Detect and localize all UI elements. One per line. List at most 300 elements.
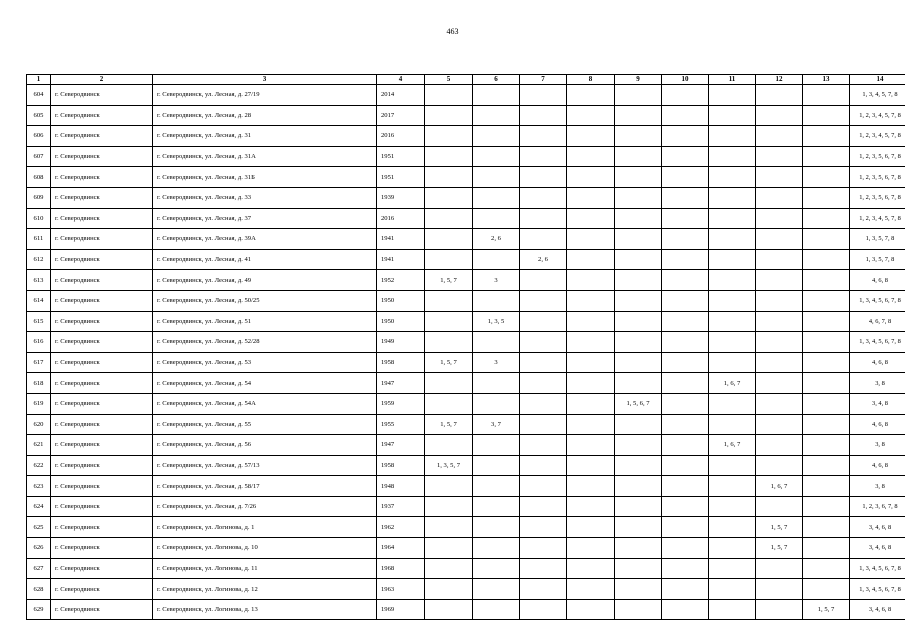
- table-cell-col-13: [803, 435, 850, 456]
- table-cell-col-12: [756, 290, 803, 311]
- table-cell-col-2: г. Северодвинск: [51, 538, 153, 559]
- table-cell-col-3: г. Северодвинск, ул. Лесная, д. 52/28: [153, 332, 377, 353]
- table-cell-col-9: [615, 435, 662, 456]
- table-cell-col-14: 4, 6, 8: [850, 414, 905, 435]
- column-header-7: 7: [520, 75, 567, 85]
- table-cell-col-11: [709, 496, 756, 517]
- table-cell-col-7: [520, 517, 567, 538]
- column-header-5: 5: [425, 75, 473, 85]
- table-cell-col-5: [425, 476, 473, 497]
- table-cell-col-8: [567, 579, 615, 600]
- table-cell-col-7: [520, 579, 567, 600]
- table-cell-col-7: [520, 208, 567, 229]
- table-cell-col-1: 615: [27, 311, 51, 332]
- table-cell-col-3: г. Северодвинск, ул. Лесная, д. 56: [153, 435, 377, 456]
- table-cell-col-9: [615, 517, 662, 538]
- table-cell-col-2: г. Северодвинск: [51, 517, 153, 538]
- table-cell-col-5: [425, 373, 473, 394]
- table-cell-col-2: г. Северодвинск: [51, 146, 153, 167]
- table-cell-col-12: [756, 187, 803, 208]
- table-cell-col-5: [425, 435, 473, 456]
- table-cell-col-11: 1, 6, 7: [709, 373, 756, 394]
- header-row: [27, 75, 905, 85]
- table-cell-col-12: 1, 6, 7: [756, 476, 803, 497]
- table-cell-col-8: [567, 270, 615, 291]
- table-cell-col-9: 1, 5, 6, 7: [615, 393, 662, 414]
- table-cell-col-3: г. Северодвинск, ул. Лесная, д. 55: [153, 414, 377, 435]
- table-row: [27, 290, 905, 311]
- table-cell-col-6: 2, 6: [473, 229, 520, 250]
- column-header-6: 6: [473, 75, 520, 85]
- table-cell-col-14: 1, 2, 3, 5, 6, 7, 8: [850, 187, 905, 208]
- table-cell-col-9: [615, 105, 662, 126]
- table-cell-col-3: г. Северодвинск, ул. Лесная, д. 7/26: [153, 496, 377, 517]
- table-cell-col-9: [615, 496, 662, 517]
- table-cell-col-7: [520, 435, 567, 456]
- table-cell-col-9: [615, 270, 662, 291]
- table-cell-col-2: г. Северодвинск: [51, 496, 153, 517]
- table-cell-col-10: [662, 393, 709, 414]
- table-cell-col-2: г. Северодвинск: [51, 290, 153, 311]
- column-header-12: 12: [756, 75, 803, 85]
- table-cell-col-10: [662, 517, 709, 538]
- table-cell-col-14: 1, 3, 5, 7, 8: [850, 249, 905, 270]
- table-cell-col-12: [756, 599, 803, 620]
- table-row: [27, 476, 905, 497]
- table-cell-col-8: [567, 290, 615, 311]
- table-cell-col-11: [709, 579, 756, 600]
- table-cell-col-8: [567, 517, 615, 538]
- table-cell-col-10: [662, 332, 709, 353]
- table-cell-col-8: [567, 229, 615, 250]
- table-cell-col-6: [473, 290, 520, 311]
- table-cell-col-13: [803, 517, 850, 538]
- table-row: [27, 105, 905, 126]
- table-cell-col-14: 3, 8: [850, 476, 905, 497]
- table-cell-col-7: [520, 167, 567, 188]
- table-row: [27, 187, 905, 208]
- data-table: [26, 74, 905, 620]
- table-row: [27, 393, 905, 414]
- table-cell-col-7: [520, 414, 567, 435]
- table-cell-col-2: г. Северодвинск: [51, 208, 153, 229]
- table-cell-col-7: [520, 85, 567, 106]
- table-cell-col-7: [520, 476, 567, 497]
- table-cell-col-8: [567, 187, 615, 208]
- table-cell-col-14: 1, 2, 3, 4, 5, 7, 8: [850, 105, 905, 126]
- table-cell-col-12: 1, 5, 7: [756, 517, 803, 538]
- table-row: [27, 558, 905, 579]
- table-cell-col-8: [567, 538, 615, 559]
- table-cell-col-1: 614: [27, 290, 51, 311]
- table-cell-col-14: 1, 2, 3, 6, 7, 8: [850, 496, 905, 517]
- table-cell-col-2: г. Северодвинск: [51, 476, 153, 497]
- table-cell-col-10: [662, 146, 709, 167]
- table-cell-col-4: 2016: [377, 208, 425, 229]
- table-cell-col-11: [709, 229, 756, 250]
- table-cell-col-4: 1937: [377, 496, 425, 517]
- table-cell-col-8: [567, 558, 615, 579]
- table-cell-col-10: [662, 455, 709, 476]
- table-cell-col-5: [425, 290, 473, 311]
- table-cell-col-13: [803, 187, 850, 208]
- table-cell-col-11: [709, 208, 756, 229]
- table-row: [27, 373, 905, 394]
- table-cell-col-10: [662, 558, 709, 579]
- table-cell-col-9: [615, 126, 662, 147]
- table-cell-col-9: [615, 373, 662, 394]
- table-cell-col-6: [473, 435, 520, 456]
- table-cell-col-10: [662, 538, 709, 559]
- table-cell-col-12: [756, 414, 803, 435]
- table-cell-col-14: 1, 3, 4, 5, 7, 8: [850, 85, 905, 106]
- table-cell-col-12: [756, 496, 803, 517]
- table-cell-col-10: [662, 599, 709, 620]
- table-cell-col-10: [662, 208, 709, 229]
- table-cell-col-2: г. Северодвинск: [51, 167, 153, 188]
- table-cell-col-6: [473, 476, 520, 497]
- table-cell-col-5: 1, 5, 7: [425, 270, 473, 291]
- table-cell-col-3: г. Северодвинск, ул. Лесная, д. 51: [153, 311, 377, 332]
- table-cell-col-4: 1947: [377, 435, 425, 456]
- table-cell-col-1: 626: [27, 538, 51, 559]
- table-row: [27, 414, 905, 435]
- table-cell-col-9: [615, 208, 662, 229]
- table-cell-col-4: 1939: [377, 187, 425, 208]
- table-cell-col-1: 625: [27, 517, 51, 538]
- table-cell-col-14: 3, 8: [850, 435, 905, 456]
- table-cell-col-6: [473, 455, 520, 476]
- table-cell-col-7: [520, 496, 567, 517]
- table-cell-col-8: [567, 373, 615, 394]
- table-cell-col-13: [803, 579, 850, 600]
- table-cell-col-13: [803, 105, 850, 126]
- table-cell-col-2: г. Северодвинск: [51, 435, 153, 456]
- table-cell-col-9: [615, 414, 662, 435]
- table-cell-col-8: [567, 249, 615, 270]
- table-cell-col-4: 1951: [377, 146, 425, 167]
- table-cell-col-14: 1, 2, 3, 5, 6, 7, 8: [850, 146, 905, 167]
- table-body: [27, 85, 905, 620]
- table-cell-col-2: г. Северодвинск: [51, 455, 153, 476]
- table-row: [27, 538, 905, 559]
- table-cell-col-14: 1, 3, 4, 5, 6, 7, 8: [850, 558, 905, 579]
- table-cell-col-4: 1941: [377, 229, 425, 250]
- column-header-1: 1: [27, 75, 51, 85]
- table-cell-col-14: 4, 6, 7, 8: [850, 311, 905, 332]
- table-cell-col-4: 1968: [377, 558, 425, 579]
- table-cell-col-3: г. Северодвинск, ул. Логинова, д. 12: [153, 579, 377, 600]
- table-cell-col-7: [520, 558, 567, 579]
- table-cell-col-8: [567, 208, 615, 229]
- table-cell-col-4: 1959: [377, 393, 425, 414]
- table-cell-col-5: 1, 3, 5, 7: [425, 455, 473, 476]
- table-cell-col-1: 617: [27, 352, 51, 373]
- table-cell-col-12: 1, 5, 7: [756, 538, 803, 559]
- column-header-4: 4: [377, 75, 425, 85]
- table-cell-col-13: [803, 476, 850, 497]
- table-cell-col-11: [709, 455, 756, 476]
- table-cell-col-4: 1964: [377, 538, 425, 559]
- table-cell-col-11: [709, 167, 756, 188]
- table-cell-col-11: [709, 105, 756, 126]
- table-cell-col-13: [803, 414, 850, 435]
- table-cell-col-7: [520, 229, 567, 250]
- table-cell-col-9: [615, 249, 662, 270]
- table-cell-col-12: [756, 332, 803, 353]
- table-cell-col-7: [520, 599, 567, 620]
- table-cell-col-1: 627: [27, 558, 51, 579]
- table-cell-col-3: г. Северодвинск, ул. Лесная, д. 39А: [153, 229, 377, 250]
- table-cell-col-4: 1955: [377, 414, 425, 435]
- table-cell-col-10: [662, 496, 709, 517]
- table-cell-col-10: [662, 105, 709, 126]
- table-cell-col-3: г. Северодвинск, ул. Лесная, д. 58/17: [153, 476, 377, 497]
- table-cell-col-8: [567, 85, 615, 106]
- table-cell-col-12: [756, 393, 803, 414]
- table-cell-col-11: [709, 146, 756, 167]
- table-row: [27, 496, 905, 517]
- table-cell-col-14: 1, 2, 3, 5, 6, 7, 8: [850, 167, 905, 188]
- table-cell-col-6: [473, 167, 520, 188]
- table-cell-col-1: 611: [27, 229, 51, 250]
- table-row: [27, 599, 905, 620]
- table-cell-col-10: [662, 414, 709, 435]
- table-cell-col-12: [756, 455, 803, 476]
- table-cell-col-8: [567, 476, 615, 497]
- table-cell-col-14: 3, 4, 8: [850, 393, 905, 414]
- table-cell-col-13: [803, 311, 850, 332]
- table-cell-col-9: [615, 352, 662, 373]
- table-cell-col-12: [756, 167, 803, 188]
- table-cell-col-4: 1958: [377, 352, 425, 373]
- column-header-2: 2: [51, 75, 153, 85]
- table-cell-col-14: 3, 8: [850, 373, 905, 394]
- table-cell-col-11: [709, 352, 756, 373]
- table-cell-col-1: 621: [27, 435, 51, 456]
- table-cell-col-2: г. Северодвинск: [51, 311, 153, 332]
- table-cell-col-1: 607: [27, 146, 51, 167]
- table-cell-col-10: [662, 85, 709, 106]
- table-cell-col-9: [615, 558, 662, 579]
- table-cell-col-4: 1962: [377, 517, 425, 538]
- table-row: [27, 455, 905, 476]
- table-cell-col-10: [662, 167, 709, 188]
- table-cell-col-13: [803, 538, 850, 559]
- table-cell-col-11: [709, 332, 756, 353]
- table-row: [27, 208, 905, 229]
- table-cell-col-5: [425, 311, 473, 332]
- table-row: [27, 167, 905, 188]
- table-cell-col-8: [567, 311, 615, 332]
- table-cell-col-3: г. Северодвинск, ул. Лесная, д. 54: [153, 373, 377, 394]
- table-cell-col-11: [709, 249, 756, 270]
- table-cell-col-11: [709, 414, 756, 435]
- table-cell-col-1: 628: [27, 579, 51, 600]
- table-cell-col-6: [473, 558, 520, 579]
- table-cell-col-6: [473, 332, 520, 353]
- table-cell-col-14: 4, 6, 8: [850, 270, 905, 291]
- column-header-13: 13: [803, 75, 850, 85]
- table-cell-col-4: 1958: [377, 455, 425, 476]
- table-cell-col-5: [425, 332, 473, 353]
- table-cell-col-13: [803, 455, 850, 476]
- table-cell-col-13: [803, 146, 850, 167]
- table-cell-col-1: 619: [27, 393, 51, 414]
- table-cell-col-14: 1, 2, 3, 4, 5, 7, 8: [850, 208, 905, 229]
- table-cell-col-7: [520, 126, 567, 147]
- table-cell-col-13: [803, 332, 850, 353]
- table-cell-col-7: [520, 373, 567, 394]
- table-cell-col-9: [615, 229, 662, 250]
- table-cell-col-7: [520, 146, 567, 167]
- table-row: [27, 249, 905, 270]
- table-cell-col-4: 1949: [377, 332, 425, 353]
- table-cell-col-13: [803, 496, 850, 517]
- table-cell-col-5: [425, 146, 473, 167]
- table-cell-col-12: [756, 352, 803, 373]
- table-cell-col-6: [473, 538, 520, 559]
- table-cell-col-11: [709, 393, 756, 414]
- table-cell-col-10: [662, 352, 709, 373]
- table-cell-col-14: 3, 4, 6, 8: [850, 538, 905, 559]
- table-cell-col-10: [662, 476, 709, 497]
- table-cell-col-9: [615, 290, 662, 311]
- table-cell-col-7: [520, 105, 567, 126]
- table-cell-col-6: [473, 249, 520, 270]
- table-cell-col-5: [425, 85, 473, 106]
- table-cell-col-13: [803, 270, 850, 291]
- table-cell-col-5: [425, 105, 473, 126]
- table-cell-col-4: 1963: [377, 579, 425, 600]
- table-cell-col-5: 1, 5, 7: [425, 414, 473, 435]
- table-cell-col-7: 2, 6: [520, 249, 567, 270]
- table-cell-col-3: г. Северодвинск, ул. Лесная, д. 41: [153, 249, 377, 270]
- table-cell-col-13: [803, 373, 850, 394]
- table-cell-col-2: г. Северодвинск: [51, 126, 153, 147]
- table-cell-col-9: [615, 332, 662, 353]
- table-cell-col-13: [803, 167, 850, 188]
- table-cell-col-12: [756, 229, 803, 250]
- table-cell-col-6: [473, 105, 520, 126]
- table-cell-col-2: г. Северодвинск: [51, 558, 153, 579]
- table-cell-col-11: [709, 558, 756, 579]
- table-cell-col-3: г. Северодвинск, ул. Лесная, д. 28: [153, 105, 377, 126]
- table-row: [27, 332, 905, 353]
- table-cell-col-8: [567, 435, 615, 456]
- table-cell-col-3: г. Северодвинск, ул. Лесная, д. 50/25: [153, 290, 377, 311]
- table-cell-col-6: [473, 496, 520, 517]
- table-cell-col-3: г. Северодвинск, ул. Лесная, д. 27/19: [153, 85, 377, 106]
- table-cell-col-9: [615, 455, 662, 476]
- table-cell-col-5: [425, 249, 473, 270]
- table-row: [27, 352, 905, 373]
- table-cell-col-7: [520, 290, 567, 311]
- table-cell-col-13: [803, 208, 850, 229]
- table-cell-col-13: [803, 558, 850, 579]
- table-cell-col-3: г. Северодвинск, ул. Лесная, д. 31А: [153, 146, 377, 167]
- table-cell-col-6: [473, 517, 520, 538]
- table-cell-col-2: г. Северодвинск: [51, 599, 153, 620]
- table-cell-col-9: [615, 579, 662, 600]
- table-cell-col-12: [756, 126, 803, 147]
- table-cell-col-2: г. Северодвинск: [51, 579, 153, 600]
- table-row: [27, 126, 905, 147]
- table-cell-col-2: г. Северодвинск: [51, 393, 153, 414]
- table-cell-col-13: [803, 393, 850, 414]
- table-cell-col-1: 608: [27, 167, 51, 188]
- table-cell-col-9: [615, 538, 662, 559]
- table-cell-col-12: [756, 270, 803, 291]
- table-cell-col-1: 616: [27, 332, 51, 353]
- table-cell-col-8: [567, 352, 615, 373]
- table-cell-col-2: г. Северодвинск: [51, 229, 153, 250]
- table-cell-col-5: [425, 167, 473, 188]
- table-cell-col-8: [567, 599, 615, 620]
- column-header-9: 9: [615, 75, 662, 85]
- table-cell-col-9: [615, 476, 662, 497]
- table-cell-col-2: г. Северодвинск: [51, 332, 153, 353]
- table-cell-col-4: 1969: [377, 599, 425, 620]
- table-cell-col-12: [756, 558, 803, 579]
- table-cell-col-6: [473, 208, 520, 229]
- table-cell-col-12: [756, 146, 803, 167]
- table-row: [27, 229, 905, 250]
- table-cell-col-1: 605: [27, 105, 51, 126]
- table-cell-col-14: 3, 4, 6, 8: [850, 599, 905, 620]
- table-cell-col-12: [756, 311, 803, 332]
- table-cell-col-10: [662, 373, 709, 394]
- table-cell-col-13: 1, 5, 7: [803, 599, 850, 620]
- table-cell-col-3: г. Северодвинск, ул. Лесная, д. 57/13: [153, 455, 377, 476]
- table-cell-col-6: [473, 146, 520, 167]
- table-cell-col-11: [709, 311, 756, 332]
- table-cell-col-9: [615, 146, 662, 167]
- table-cell-col-11: [709, 270, 756, 291]
- table-cell-col-5: [425, 496, 473, 517]
- table-cell-col-6: 3, 7: [473, 414, 520, 435]
- table-cell-col-1: 612: [27, 249, 51, 270]
- table-cell-col-7: [520, 270, 567, 291]
- table-row: [27, 146, 905, 167]
- table-cell-col-4: 1948: [377, 476, 425, 497]
- table-cell-col-7: [520, 455, 567, 476]
- table-cell-col-9: [615, 311, 662, 332]
- table-cell-col-6: 3: [473, 352, 520, 373]
- table-cell-col-4: 1951: [377, 167, 425, 188]
- table-cell-col-10: [662, 249, 709, 270]
- table-cell-col-13: [803, 85, 850, 106]
- column-header-11: 11: [709, 75, 756, 85]
- table-cell-col-11: [709, 85, 756, 106]
- table-cell-col-12: [756, 249, 803, 270]
- table-cell-col-6: 1, 3, 5: [473, 311, 520, 332]
- table-row: [27, 270, 905, 291]
- table-cell-col-1: 613: [27, 270, 51, 291]
- table-cell-col-5: [425, 126, 473, 147]
- column-header-10: 10: [662, 75, 709, 85]
- table-cell-col-5: [425, 599, 473, 620]
- table-cell-col-3: г. Северодвинск, ул. Лесная, д. 37: [153, 208, 377, 229]
- table-cell-col-14: 3, 4, 6, 8: [850, 517, 905, 538]
- table-cell-col-11: [709, 538, 756, 559]
- table-cell-col-3: г. Северодвинск, ул. Лесная, д. 54А: [153, 393, 377, 414]
- table-cell-col-5: [425, 517, 473, 538]
- table-cell-col-13: [803, 352, 850, 373]
- table-cell-col-10: [662, 229, 709, 250]
- table-cell-col-6: [473, 599, 520, 620]
- table-cell-col-5: [425, 393, 473, 414]
